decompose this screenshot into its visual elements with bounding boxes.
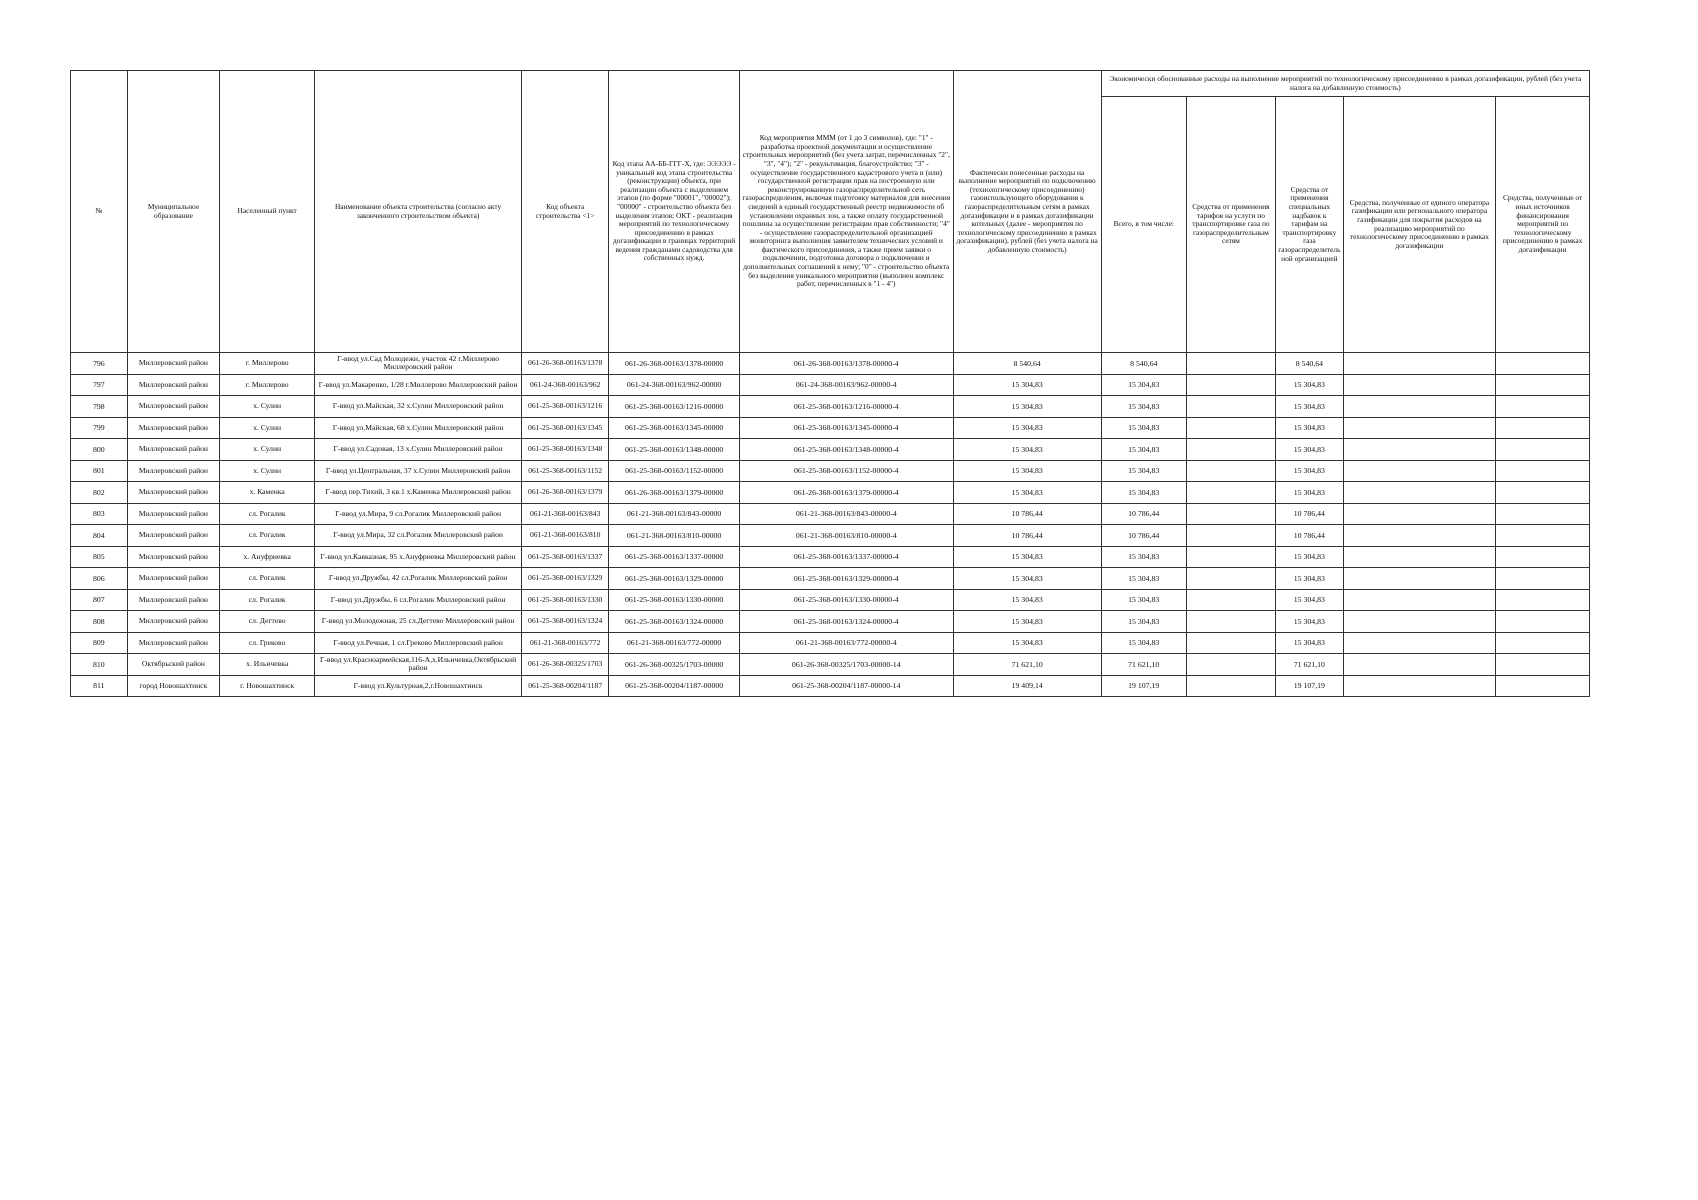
cell-actual-costs: 15 304,83 <box>953 482 1101 504</box>
header-actual-costs: Фактически понесенные расходы на выполнение мероприятий по подключению (технологическому присоединению) газоиспользующего оборудования к газораспределительным сетям в рамках догазификации и в рамках догазификации котельных (далее - мероприятия по технологическому присоединению в рамках догазификации), рублей (без учета налога на добавленную стоимость) <box>953 71 1101 353</box>
cell-total: 15 304,83 <box>1101 568 1186 590</box>
header-municipality: Муниципальное образование <box>127 71 220 353</box>
cell-no: 804 <box>71 525 128 547</box>
cell-object-code: 061-25-368-00163/1216 <box>522 396 609 418</box>
cell-object-name: Г-ввод ул.Молодежная, 25 сл.Дегтево Миллеровский район <box>315 611 522 633</box>
cell-tariff-funds <box>1186 675 1275 697</box>
header-object-code: Код объекта строительства <1> <box>522 71 609 353</box>
cell-event-code: 061-25-368-00163/1330-00000-4 <box>740 589 954 611</box>
cell-actual-costs: 15 304,83 <box>953 568 1101 590</box>
cell-actual-costs: 15 304,83 <box>953 611 1101 633</box>
cell-special-markup: 15 304,83 <box>1276 460 1344 482</box>
cell-other-sources <box>1496 568 1590 590</box>
cell-object-name: Г-ввод ул.Майская, 68 х.Сулин Миллеровский район <box>315 417 522 439</box>
cell-tariff-funds <box>1186 546 1275 568</box>
cell-tariff-funds <box>1186 654 1275 676</box>
table-row <box>71 525 1590 547</box>
cell-settlement: х. Каменка <box>220 482 315 504</box>
cell-other-sources <box>1496 460 1590 482</box>
cell-settlement: сл. Греково <box>220 632 315 654</box>
cell-regional-operator <box>1343 503 1496 525</box>
cell-settlement: х. Ильичевка <box>220 654 315 676</box>
cell-special-markup: 15 304,83 <box>1276 546 1344 568</box>
header-settlement: Населенный пункт <box>220 71 315 353</box>
cell-other-sources <box>1496 654 1590 676</box>
cell-object-name: Г-ввод ул.Майская, 32 х.Сулин Миллеровский район <box>315 396 522 418</box>
cell-object-code: 061-26-368-00163/1378 <box>522 353 609 375</box>
cell-object-name: Г-ввод ул.Садовая, 13 х.Сулин Миллеровский район <box>315 439 522 461</box>
cell-municipality: Миллеровский район <box>127 525 220 547</box>
cell-stage-code: 061-25-368-00163/1216-00000 <box>609 396 740 418</box>
cell-regional-operator <box>1343 568 1496 590</box>
cell-regional-operator <box>1343 654 1496 676</box>
cell-special-markup: 15 304,83 <box>1276 439 1344 461</box>
cell-tariff-funds <box>1186 353 1275 375</box>
cell-no: 796 <box>71 353 128 375</box>
table-row <box>71 417 1590 439</box>
cell-no: 797 <box>71 374 128 396</box>
cell-actual-costs: 15 304,83 <box>953 396 1101 418</box>
cell-total: 15 304,83 <box>1101 589 1186 611</box>
cell-total: 15 304,83 <box>1101 611 1186 633</box>
cell-other-sources <box>1496 632 1590 654</box>
cell-no: 799 <box>71 417 128 439</box>
cell-special-markup: 10 786,44 <box>1276 525 1344 547</box>
cell-municipality: Миллеровский район <box>127 417 220 439</box>
cell-event-code: 061-25-368-00163/1345-00000-4 <box>740 417 954 439</box>
cell-regional-operator <box>1343 396 1496 418</box>
report-sheet <box>70 70 1590 697</box>
cell-no: 805 <box>71 546 128 568</box>
cell-event-code: 061-25-368-00163/1152-00000-4 <box>740 460 954 482</box>
cell-stage-code: 061-25-368-00204/1187-00000 <box>609 675 740 697</box>
cell-object-name: Г-ввод ул.Красноармейская,116-А,х.Ильичевка,Октябрьский район <box>315 654 522 676</box>
cell-special-markup: 8 540,64 <box>1276 353 1344 375</box>
cell-object-name: Г-ввод ул.Сад Молодежи, участок 42 г.Миллерово Миллеровский район <box>315 353 522 375</box>
table-row <box>71 675 1590 697</box>
cell-event-code: 061-25-368-00163/1337-00000-4 <box>740 546 954 568</box>
cell-special-markup: 15 304,83 <box>1276 482 1344 504</box>
cell-total: 8 540,64 <box>1101 353 1186 375</box>
cell-special-markup: 71 621,10 <box>1276 654 1344 676</box>
cell-tariff-funds <box>1186 503 1275 525</box>
cell-tariff-funds <box>1186 374 1275 396</box>
cell-event-code: 061-21-368-00163/843-00000-4 <box>740 503 954 525</box>
cell-regional-operator <box>1343 589 1496 611</box>
cell-municipality: Миллеровский район <box>127 374 220 396</box>
cell-municipality: Миллеровский район <box>127 611 220 633</box>
cell-total: 15 304,83 <box>1101 460 1186 482</box>
cell-event-code: 061-21-368-00163/772-00000-4 <box>740 632 954 654</box>
data-table <box>70 70 1590 697</box>
cell-other-sources <box>1496 546 1590 568</box>
cell-object-name: Г-ввод ул.Речная, 1 сл.Греково Миллеровский район <box>315 632 522 654</box>
table-body <box>71 353 1590 697</box>
cell-municipality: Октябрьский район <box>127 654 220 676</box>
cell-event-code: 061-25-368-00163/1329-00000-4 <box>740 568 954 590</box>
cell-total: 15 304,83 <box>1101 632 1186 654</box>
cell-total: 15 304,83 <box>1101 417 1186 439</box>
cell-actual-costs: 19 409,14 <box>953 675 1101 697</box>
cell-no: 802 <box>71 482 128 504</box>
table-row <box>71 546 1590 568</box>
cell-total: 15 304,83 <box>1101 396 1186 418</box>
cell-settlement: сл. Рогалик <box>220 568 315 590</box>
header-event-code: Код мероприятия МММ (от 1 до 3 символов), где: "1" - разработка проектной документации и осуществление строительных мероприятий (без учета затрат, перечисленных "2", "3", "4"); "2" - рекультивация, благоустройство; "3" - осуществление государственного кадастрового учета и (или) государственной регистрации прав на построенную или реконструированную газораспределительной сеть газораспределения, включая подготовку материалов для внесения сведений в единый государственный реестр недвижимости об установлении охранных зон, а также оплату государственной пошлины за осуществление регистрации прав собственности; "4" - осуществление газораспределительной организацией мониторинга выполнения заявителем технических условий и фактического присоединения, а также прием заявки о подключении, подготовка договора о подключении и дополнительных соглашений к нему; "0" - строительство объекта без выделения уникального мероприятия (выполнен комплекс работ, перечисленных в "1 - 4") <box>740 71 954 353</box>
cell-object-code: 061-25-368-00163/1330 <box>522 589 609 611</box>
cell-tariff-funds <box>1186 417 1275 439</box>
cell-settlement: сл. Рогалик <box>220 503 315 525</box>
cell-actual-costs: 15 304,83 <box>953 632 1101 654</box>
cell-object-name: Г-ввод ул.Центральная, 37 х.Сулин Миллеровский район <box>315 460 522 482</box>
cell-settlement: г. Миллерово <box>220 353 315 375</box>
cell-total: 15 304,83 <box>1101 546 1186 568</box>
cell-object-code: 061-21-368-00163/772 <box>522 632 609 654</box>
cell-municipality: Миллеровский район <box>127 589 220 611</box>
cell-other-sources <box>1496 439 1590 461</box>
cell-tariff-funds <box>1186 589 1275 611</box>
cell-actual-costs: 15 304,83 <box>953 460 1101 482</box>
cell-other-sources <box>1496 675 1590 697</box>
cell-settlement: г. Новошахтинск <box>220 675 315 697</box>
cell-tariff-funds <box>1186 396 1275 418</box>
cell-regional-operator <box>1343 460 1496 482</box>
cell-tariff-funds <box>1186 439 1275 461</box>
cell-settlement: сл. Дегтево <box>220 611 315 633</box>
cell-regional-operator <box>1343 546 1496 568</box>
cell-object-code: 061-25-368-00163/1329 <box>522 568 609 590</box>
cell-stage-code: 061-21-368-00163/843-00000 <box>609 503 740 525</box>
cell-municipality: Миллеровский район <box>127 482 220 504</box>
cell-actual-costs: 10 786,44 <box>953 525 1101 547</box>
cell-object-code: 061-26-368-00163/1379 <box>522 482 609 504</box>
cell-object-code: 061-25-368-00163/1345 <box>522 417 609 439</box>
cell-other-sources <box>1496 353 1590 375</box>
cell-municipality: Миллеровский район <box>127 353 220 375</box>
cell-total: 10 786,44 <box>1101 525 1186 547</box>
cell-other-sources <box>1496 589 1590 611</box>
cell-municipality: Миллеровский район <box>127 546 220 568</box>
table-row <box>71 611 1590 633</box>
cell-actual-costs: 15 304,83 <box>953 546 1101 568</box>
cell-tariff-funds <box>1186 460 1275 482</box>
cell-object-code: 061-24-368-00163/962 <box>522 374 609 396</box>
cell-event-code: 061-25-368-00163/1216-00000-4 <box>740 396 954 418</box>
cell-object-name: Г-ввод ул.Дружбы, 42 сл.Рогалик Миллеровский район <box>315 568 522 590</box>
header-no: № <box>71 71 128 353</box>
cell-actual-costs: 15 304,83 <box>953 374 1101 396</box>
cell-object-name: Г-ввод пер.Тихий, 3 кв.1 х.Каменка Миллеровский район <box>315 482 522 504</box>
cell-total: 15 304,83 <box>1101 374 1186 396</box>
cell-object-code: 061-21-368-00163/843 <box>522 503 609 525</box>
cell-tariff-funds <box>1186 632 1275 654</box>
table-row <box>71 396 1590 418</box>
cell-object-name: Г-ввод ул.Культурная,2,г.Новошахтинск <box>315 675 522 697</box>
cell-actual-costs: 15 304,83 <box>953 439 1101 461</box>
cell-tariff-funds <box>1186 611 1275 633</box>
header-object-name: Наименование объекта строительства (согласно акту законченного строительством объекта) <box>315 71 522 353</box>
cell-settlement: х. Сулин <box>220 396 315 418</box>
cell-object-name: Г-ввод ул.Макаренко, 1/28 г.Миллерово Миллеровский район <box>315 374 522 396</box>
cell-stage-code: 061-25-368-00163/1348-00000 <box>609 439 740 461</box>
cell-total: 71 621,10 <box>1101 654 1186 676</box>
cell-regional-operator <box>1343 675 1496 697</box>
cell-stage-code: 061-21-368-00163/772-00000 <box>609 632 740 654</box>
cell-stage-code: 061-26-368-00163/1378-00000 <box>609 353 740 375</box>
cell-regional-operator <box>1343 439 1496 461</box>
cell-no: 809 <box>71 632 128 654</box>
cell-object-name: Г-ввод ул.Мира, 32 сл.Рогалик Миллеровский район <box>315 525 522 547</box>
cell-regional-operator <box>1343 611 1496 633</box>
cell-municipality: Миллеровский район <box>127 568 220 590</box>
cell-stage-code: 061-25-368-00163/1152-00000 <box>609 460 740 482</box>
table-row <box>71 374 1590 396</box>
header-tariff-funds: Средства от применения тарифов на услуги по транспортировке газа по газораспределительным сетям <box>1186 97 1275 353</box>
cell-other-sources <box>1496 611 1590 633</box>
cell-stage-code: 061-25-368-00163/1330-00000 <box>609 589 740 611</box>
cell-other-sources <box>1496 503 1590 525</box>
cell-municipality: Миллеровский район <box>127 460 220 482</box>
cell-event-code: 061-26-368-00325/1703-00000-14 <box>740 654 954 676</box>
cell-no: 798 <box>71 396 128 418</box>
cell-other-sources <box>1496 396 1590 418</box>
table-row <box>71 632 1590 654</box>
cell-event-code: 061-21-368-00163/810-00000-4 <box>740 525 954 547</box>
cell-no: 803 <box>71 503 128 525</box>
cell-event-code: 061-25-368-00163/1324-00000-4 <box>740 611 954 633</box>
cell-actual-costs: 10 786,44 <box>953 503 1101 525</box>
cell-object-code: 061-26-368-00325/1703 <box>522 654 609 676</box>
header-other-sources: Средства, полученные от иных источников финансирования мероприятий по технологическому присоединению в рамках догазификации <box>1496 97 1590 353</box>
cell-object-name: Г-ввод ул.Кавказная, 95 х.Ануфриевка Миллеровский район <box>315 546 522 568</box>
cell-actual-costs: 15 304,83 <box>953 417 1101 439</box>
cell-settlement: г. Миллерово <box>220 374 315 396</box>
cell-no: 810 <box>71 654 128 676</box>
cell-actual-costs: 8 540,64 <box>953 353 1101 375</box>
cell-object-name: Г-ввод ул.Дружбы, 6 сл.Рогалик Миллеровский район <box>315 589 522 611</box>
cell-object-code: 061-25-368-00163/1324 <box>522 611 609 633</box>
cell-tariff-funds <box>1186 525 1275 547</box>
table-row <box>71 503 1590 525</box>
cell-no: 811 <box>71 675 128 697</box>
cell-other-sources <box>1496 525 1590 547</box>
cell-stage-code: 061-25-368-00163/1337-00000 <box>609 546 740 568</box>
cell-regional-operator <box>1343 632 1496 654</box>
cell-special-markup: 15 304,83 <box>1276 417 1344 439</box>
cell-stage-code: 061-21-368-00163/810-00000 <box>609 525 740 547</box>
cell-object-name: Г-ввод ул.Мира, 9 сл.Рогалик Миллеровский район <box>315 503 522 525</box>
cell-event-code: 061-25-368-00163/1348-00000-4 <box>740 439 954 461</box>
cell-no: 807 <box>71 589 128 611</box>
cell-settlement: сл. Рогалик <box>220 589 315 611</box>
cell-municipality: Миллеровский район <box>127 439 220 461</box>
cell-other-sources <box>1496 482 1590 504</box>
cell-tariff-funds <box>1186 568 1275 590</box>
cell-special-markup: 10 786,44 <box>1276 503 1344 525</box>
cell-special-markup: 15 304,83 <box>1276 568 1344 590</box>
header-econ-group: Экономически обоснованные расходы на выполнение мероприятий по технологическому присоединению в рамках догазификации, рублей (без учета налога на добавленную стоимость) <box>1101 71 1589 97</box>
cell-stage-code: 061-25-368-00163/1329-00000 <box>609 568 740 590</box>
cell-total: 15 304,83 <box>1101 439 1186 461</box>
cell-other-sources <box>1496 374 1590 396</box>
cell-event-code: 061-26-368-00163/1378-00000-4 <box>740 353 954 375</box>
cell-object-code: 061-25-368-00163/1337 <box>522 546 609 568</box>
cell-municipality: город Новошахтинск <box>127 675 220 697</box>
cell-special-markup: 15 304,83 <box>1276 611 1344 633</box>
cell-stage-code: 061-24-368-00163/962-00000 <box>609 374 740 396</box>
table-header <box>71 71 1590 353</box>
cell-regional-operator <box>1343 374 1496 396</box>
cell-event-code: 061-26-368-00163/1379-00000-4 <box>740 482 954 504</box>
cell-stage-code: 061-25-368-00163/1324-00000 <box>609 611 740 633</box>
cell-special-markup: 15 304,83 <box>1276 632 1344 654</box>
cell-event-code: 061-25-368-00204/1187-00000-14 <box>740 675 954 697</box>
cell-object-code: 061-25-368-00204/1187 <box>522 675 609 697</box>
cell-no: 806 <box>71 568 128 590</box>
table-row <box>71 460 1590 482</box>
cell-special-markup: 15 304,83 <box>1276 396 1344 418</box>
cell-actual-costs: 71 621,10 <box>953 654 1101 676</box>
cell-other-sources <box>1496 417 1590 439</box>
header-regional-operator: Средства, полученные от единого оператора газификации или регионального оператора газификации для покрытия расходов на реализацию мероприятий по технологическому присоединению в рамках догазификации <box>1343 97 1496 353</box>
cell-stage-code: 061-26-368-00163/1379-00000 <box>609 482 740 504</box>
cell-regional-operator <box>1343 482 1496 504</box>
cell-actual-costs: 15 304,83 <box>953 589 1101 611</box>
cell-municipality: Миллеровский район <box>127 632 220 654</box>
cell-total: 19 107,19 <box>1101 675 1186 697</box>
cell-object-code: 061-25-368-00163/1152 <box>522 460 609 482</box>
cell-settlement: х. Сулин <box>220 439 315 461</box>
cell-no: 808 <box>71 611 128 633</box>
cell-total: 10 786,44 <box>1101 503 1186 525</box>
cell-settlement: х. Сулин <box>220 460 315 482</box>
cell-object-code: 061-21-368-00163/810 <box>522 525 609 547</box>
cell-regional-operator <box>1343 525 1496 547</box>
cell-stage-code: 061-25-368-00163/1345-00000 <box>609 417 740 439</box>
cell-special-markup: 15 304,83 <box>1276 374 1344 396</box>
cell-special-markup: 19 107,19 <box>1276 675 1344 697</box>
header-stage-code: Код этапа АА-ББ-ГГГ-Х, где: ЭЭЭЭЭ - уникальный код этапа строительства (реконструкции) объекта, при реализации объекта с выделением этапов (по форме "00001", "00002"); "00000" - строительство объекта без выделения этапов; ОКТ - реализация мероприятий по технологическому присоединению в рамках догазификации в границах территорий ведения гражданами садоводства для собственных нужд. <box>609 71 740 353</box>
table-row <box>71 568 1590 590</box>
cell-municipality: Миллеровский район <box>127 396 220 418</box>
cell-regional-operator <box>1343 353 1496 375</box>
cell-municipality: Миллеровский район <box>127 503 220 525</box>
table-row <box>71 589 1590 611</box>
cell-regional-operator <box>1343 417 1496 439</box>
header-total: Всего, в том числе: <box>1101 97 1186 353</box>
cell-no: 800 <box>71 439 128 461</box>
cell-settlement: х. Сулин <box>220 417 315 439</box>
cell-settlement: х. Ануфриевка <box>220 546 315 568</box>
cell-object-code: 061-25-368-00163/1348 <box>522 439 609 461</box>
table-row <box>71 482 1590 504</box>
cell-stage-code: 061-26-368-00325/1703-00000 <box>609 654 740 676</box>
table-row <box>71 654 1590 676</box>
cell-special-markup: 15 304,83 <box>1276 589 1344 611</box>
cell-tariff-funds <box>1186 482 1275 504</box>
cell-settlement: сл. Рогалик <box>220 525 315 547</box>
cell-event-code: 061-24-368-00163/962-00000-4 <box>740 374 954 396</box>
cell-no: 801 <box>71 460 128 482</box>
cell-total: 15 304,83 <box>1101 482 1186 504</box>
table-row <box>71 353 1590 375</box>
table-row <box>71 439 1590 461</box>
header-special-markup: Средства от применения специальных надбавок к тарифам на транспортировку газа газораспределительной организацией <box>1276 97 1344 353</box>
